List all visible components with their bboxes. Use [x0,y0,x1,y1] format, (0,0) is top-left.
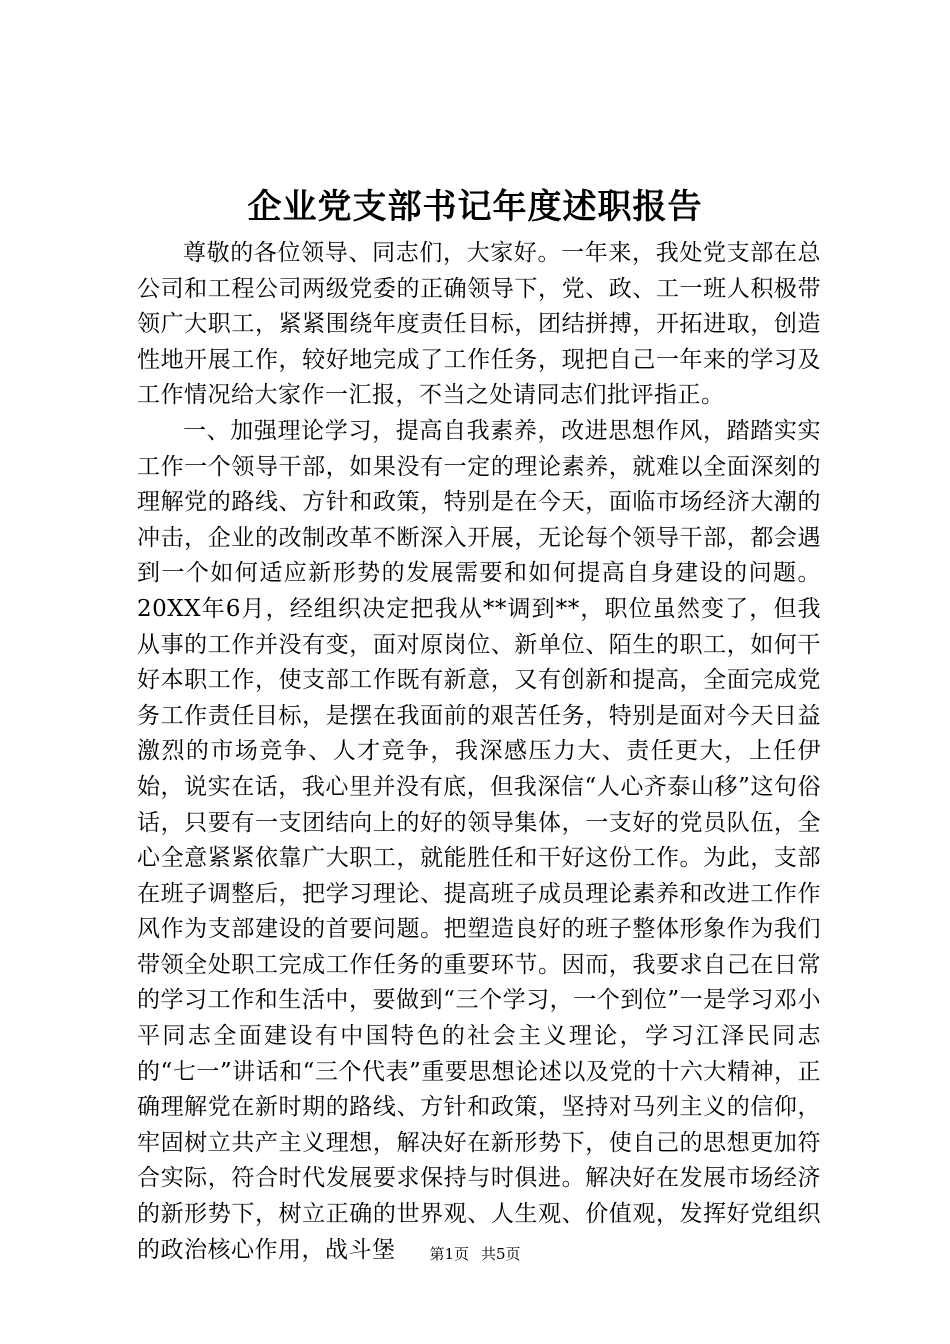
paragraph-section-1: 一、加强理论学习，提高自我素养，改进思想作风，踏踏实实工作一个领导干部，如果没有一定的理论素养，就难以全面深刻的理解党的路线、方针和政策，特别是在今天，面临市场经济大潮的冲击，企业的改制改革不断深入开展，无论每个领导干部，都会遇到一个如何适应新形势的发展需要和如何提高自身建设的问题。20XX年6月，经组织决定把我从**调到**，职位虽然变了，但我从事的工作并没有变，面对原岗位、新单位、陌生的职工，如何干好本职工作，使支部工作既有新意，又有创新和提高，全面完成党务工作责任目标，是摆在我面前的艰苦任务，特别是面对今天日益激烈的市场竞争、人才竞争，我深感压力大、责任更大，上任伊始，说实在话，我心里并没有底，但我深信“人心齐泰山移”这句俗话，只要有一支团结向上的好的领导集体，一支好的党员队伍，全心全意紧紧依靠广大职工，就能胜任和干好这份工作。为此，支部在班子调整后，把学习理论、提高班子成员理论素养和改进工作作风作为支部建设的首要问题。把塑造良好的班子整体形象作为我们带领全处职工完成工作任务的重要环节。因而，我要求自己在日常的学习工作和生活中，要做到“三个学习，一个到位”一是学习邓小平同志全面建设有中国特色的社会主义理论，学习江泽民同志的“七一”讲话和“三个代表”重要思想论述以及党的十六大精神，正确理解党在新时期的路线、方针和政策，坚持对马列主义的信仰，牢固树立共产主义理想，解决好在新形势下，使自己的思想更加符合实际，符合时代发展要求保持与时俱进。解决好在发展市场经济的新形势下，树立正确的世界观、人生观、价值观，发挥好党组织的政治核心作用，战斗堡 [137,417,821,1263]
document-body [137,236,821,1268]
page-number-total: 共5页 [481,1245,521,1263]
paragraph-intro: 尊敬的各位领导、同志们，大家好。一年来，我处党支部在总公司和工程公司两级党委的正确领导下，党、政、工一班人积极带领广大职工，紧紧围绕年度责任目标，团结拼搏，开拓进取，创造性地开展工作，较好地完成了工作任务，现把自己一年来的学习及工作情况给大家作一汇报，不当之处请同志们批评指正。 [137,240,821,409]
page-number-current: 第1页 [429,1245,469,1263]
document-title: 企业党支部书记年度述职报告 [247,187,703,227]
page-footer [0,1244,950,1264]
